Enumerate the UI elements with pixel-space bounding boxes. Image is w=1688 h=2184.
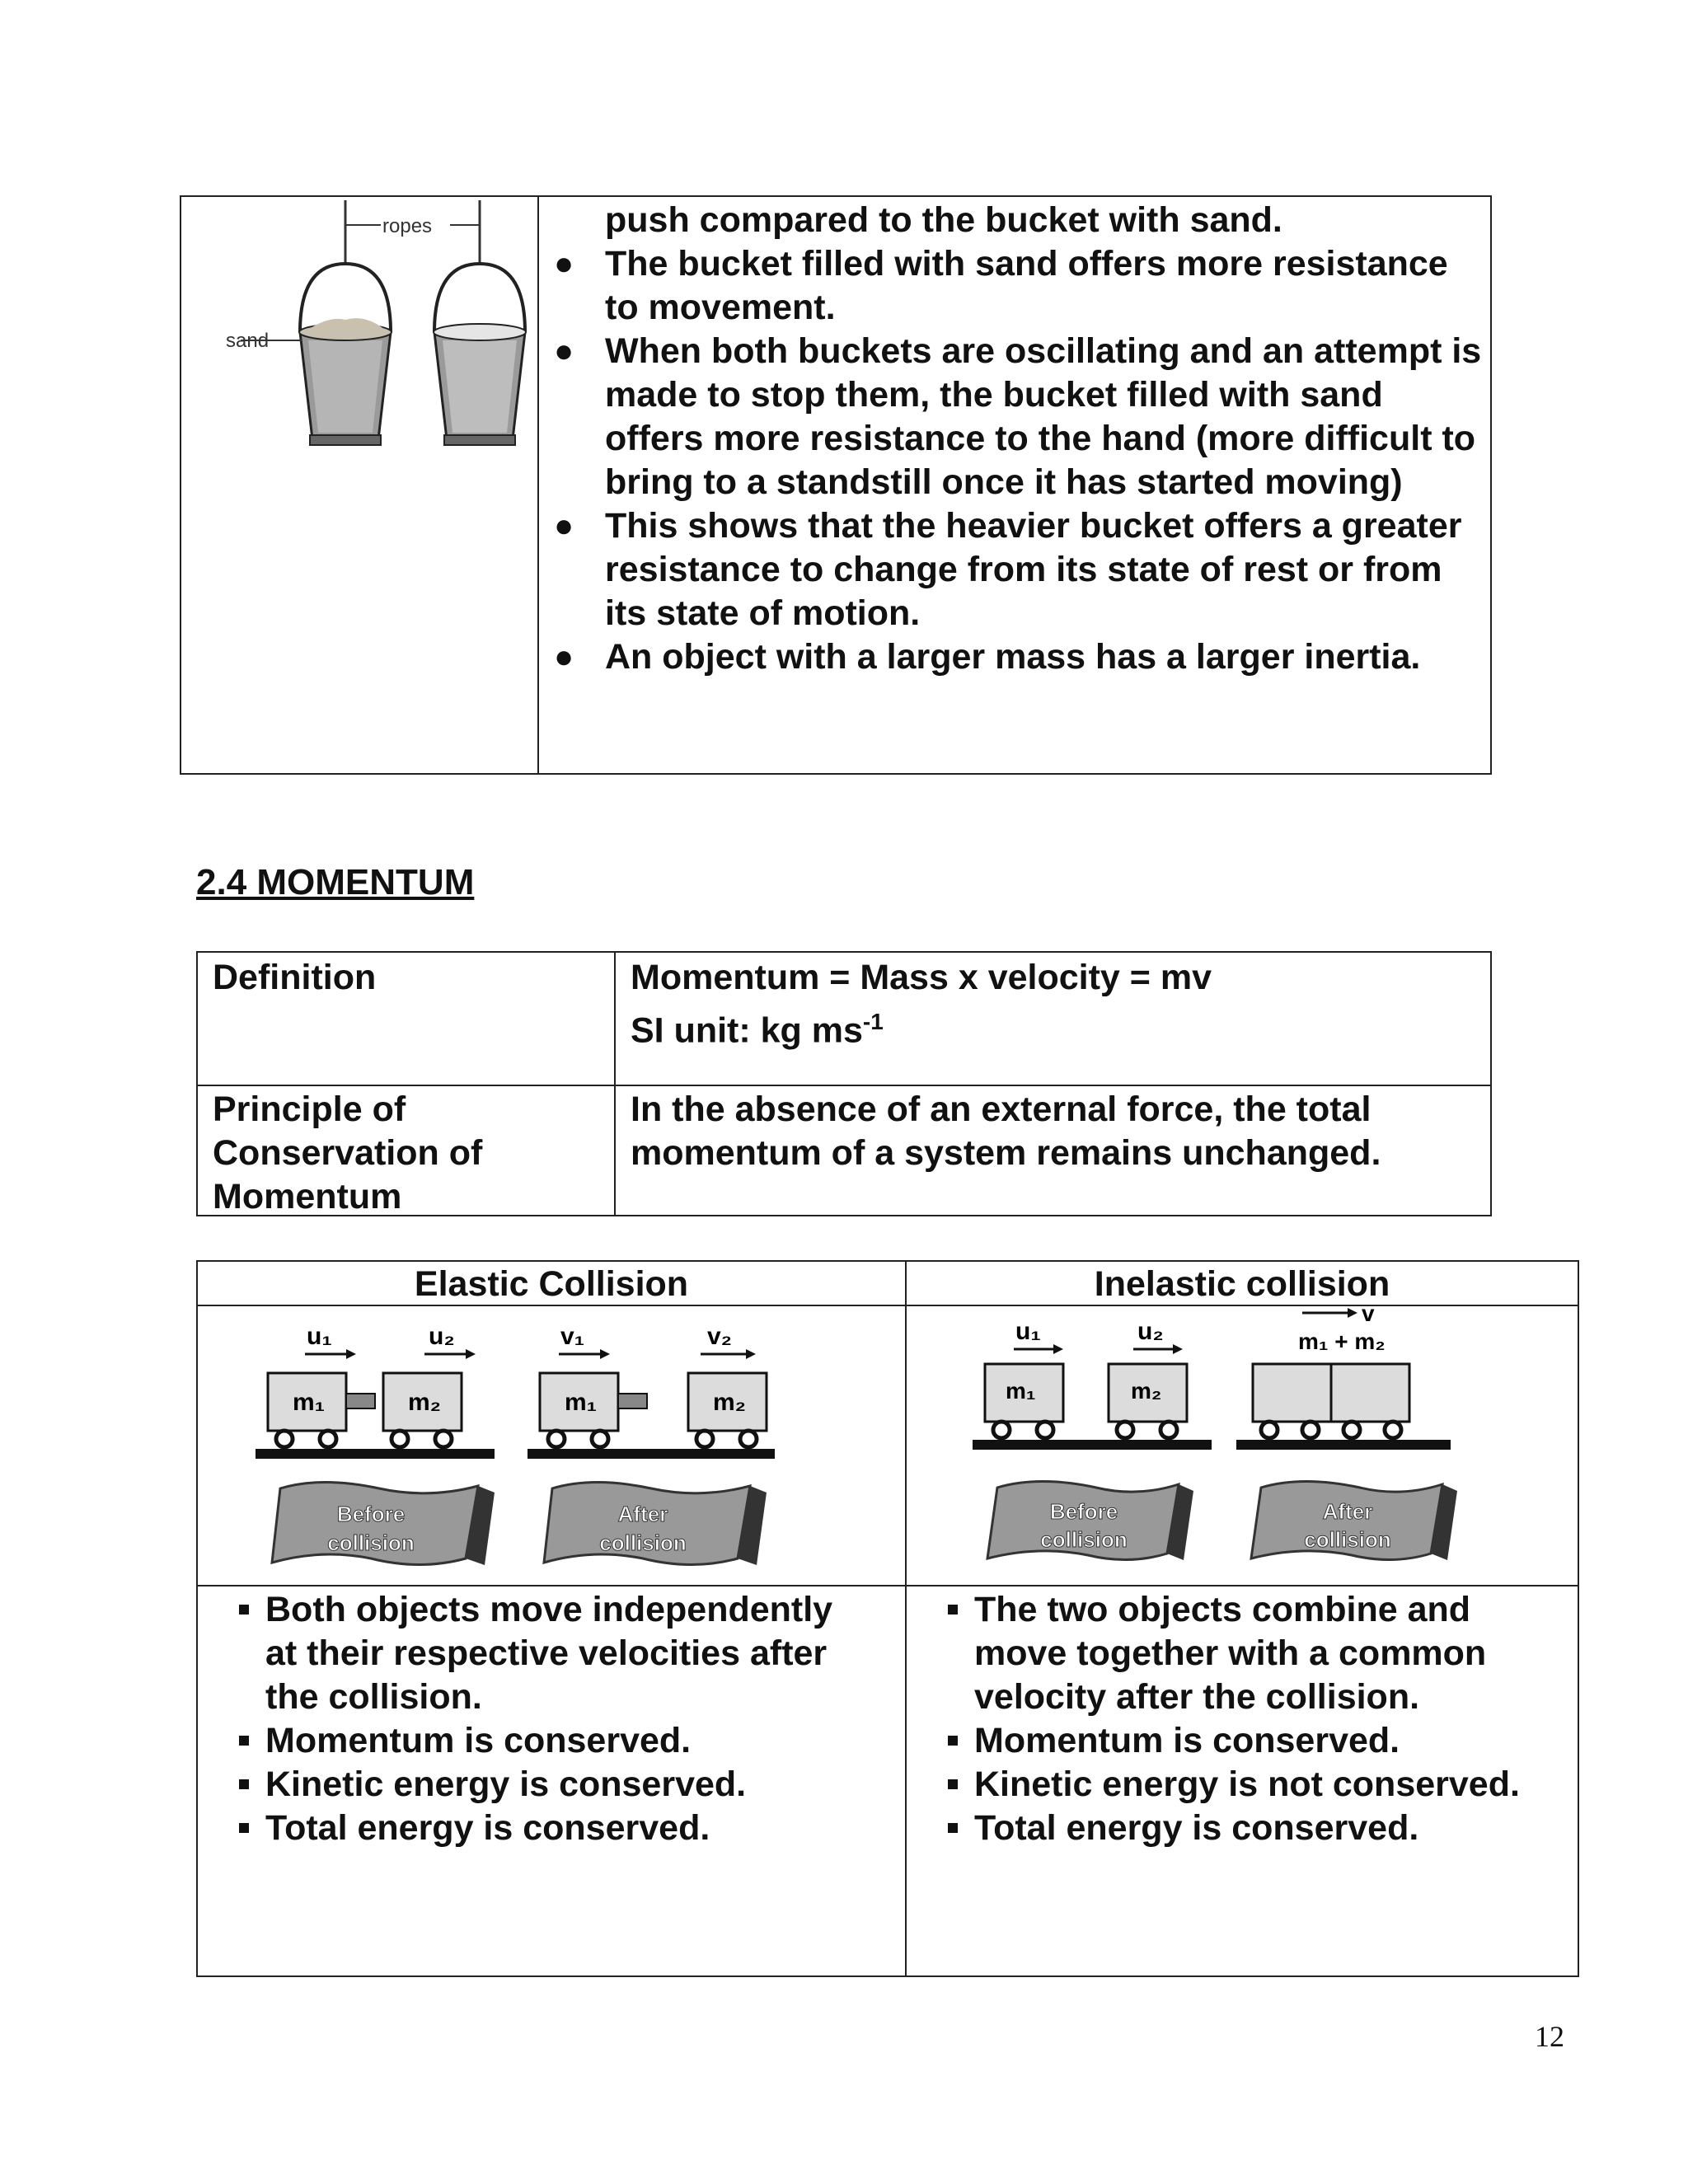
m2-label: m₂	[1131, 1378, 1162, 1404]
m2-label: m₂	[713, 1389, 747, 1416]
point-text: Total energy is conserved.	[974, 1808, 1419, 1848]
momentum-table	[196, 951, 1492, 1216]
u1-label: u₁	[307, 1323, 332, 1350]
point-text: Total energy is conserved.	[265, 1808, 710, 1848]
inelastic-collision-diagram	[973, 1306, 1500, 1578]
principle-text: In the absence of an external force, the total momentum of a system remains unchanged.	[631, 1090, 1381, 1173]
inertia-bullets	[539, 242, 1487, 679]
v2-label: v₂	[707, 1323, 733, 1350]
point-text: Momentum is conserved.	[265, 1721, 692, 1760]
bullet-square-icon	[239, 1823, 249, 1833]
bullet-square-icon	[239, 1736, 249, 1746]
m1-label: m₁	[293, 1389, 326, 1416]
list-item	[907, 1807, 1566, 1850]
bullet-square-icon	[948, 1736, 958, 1746]
list-item	[198, 1588, 857, 1719]
elastic-points	[198, 1588, 857, 1850]
v-label: v	[1362, 1306, 1375, 1326]
m1-label: m₁	[565, 1389, 598, 1416]
si-unit-exponent: -1	[862, 1009, 884, 1034]
m1-label: m₁	[1006, 1378, 1036, 1404]
bullet-square-icon	[239, 1779, 249, 1789]
bullet-icon: ●	[554, 508, 574, 544]
list-item	[907, 1763, 1566, 1807]
banner-after-text: collision	[1304, 1527, 1391, 1552]
banner-before-text: Before	[336, 1502, 406, 1526]
inelastic-header: Inelastic collision	[1094, 1264, 1390, 1304]
banner-after-text: collision	[599, 1530, 687, 1555]
list-item	[198, 1763, 857, 1807]
banner-after-text: After	[1322, 1499, 1373, 1524]
point-text: Kinetic energy is conserved.	[265, 1765, 747, 1804]
banner-before-text: Before	[1049, 1499, 1118, 1524]
elastic-header: Elastic Collision	[414, 1264, 689, 1304]
inelastic-points	[907, 1588, 1566, 1850]
list-item	[539, 504, 1487, 635]
banner-before-text: collision	[1040, 1527, 1128, 1552]
list-item	[198, 1807, 857, 1850]
collision-table	[196, 1260, 1579, 1977]
definition-term: Definition	[213, 958, 377, 997]
elastic-collision-diagram	[256, 1311, 849, 1575]
buckets-diagram	[185, 200, 531, 480]
bullet-icon: ●	[554, 639, 574, 675]
list-item	[198, 1719, 857, 1763]
list-item	[539, 330, 1487, 504]
page-number: 12	[1535, 2020, 1564, 2053]
sand-label: sand	[226, 330, 270, 352]
m2-label: m₂	[408, 1389, 442, 1416]
point-text: The two objects combine and move together with a common velocity after the collision.	[974, 1590, 1487, 1717]
point-text: Both objects move independently at their respective velocities after the collision.	[265, 1590, 833, 1717]
u1-label: u₁	[1015, 1318, 1041, 1345]
momentum-formula: Momentum = Mass x velocity = mv	[631, 958, 1212, 997]
section-heading: 2.4 MOMENTUM	[196, 862, 475, 902]
continued-line: push compared to the bucket with sand.	[605, 200, 1282, 240]
bullet-square-icon	[948, 1605, 958, 1615]
list-item	[907, 1719, 1566, 1763]
u2-label: u₂	[1137, 1318, 1164, 1345]
bullet-text: When both buckets are oscillating and an attempt is made to stop them, the bucket filled with sand offers more resistance to the hand (more difficult to bring to a standstill once it has started moving)	[605, 331, 1482, 502]
banner-before-text: collision	[327, 1530, 415, 1555]
bullet-text: The bucket filled with sand offers more resistance to movement.	[605, 244, 1448, 327]
bullet-icon: ●	[554, 333, 574, 369]
list-item	[907, 1588, 1566, 1719]
point-text: Kinetic energy is not conserved.	[974, 1765, 1520, 1804]
banner-after-text: After	[617, 1502, 668, 1526]
list-item	[539, 635, 1487, 679]
inertia-table	[180, 195, 1492, 775]
bullet-square-icon	[948, 1823, 958, 1833]
list-item	[539, 242, 1487, 330]
bullet-icon: ●	[554, 246, 574, 282]
principle-term: Principle of Conservation of Momentum	[213, 1090, 483, 1216]
combined-mass-label: m₁ + m₂	[1298, 1329, 1386, 1354]
bullet-text: An object with a larger mass has a larger inertia.	[605, 637, 1421, 677]
v1-label: v₁	[560, 1323, 585, 1350]
bullet-square-icon	[239, 1605, 249, 1615]
bullet-square-icon	[948, 1779, 958, 1789]
point-text: Momentum is conserved.	[974, 1721, 1400, 1760]
table-divider	[198, 1085, 1490, 1086]
si-unit-text: SI unit: kg ms	[631, 1010, 863, 1051]
si-unit	[631, 1000, 1479, 1052]
u2-label: u₂	[429, 1323, 455, 1350]
table-divider	[614, 953, 616, 1215]
definition-value	[631, 956, 1479, 1052]
ropes-label: ropes	[382, 215, 433, 237]
table-divider	[198, 1585, 1578, 1586]
bullet-text: This shows that the heavier bucket offers a greater resistance to change from its state of rest or from its state of motion.	[605, 506, 1462, 633]
